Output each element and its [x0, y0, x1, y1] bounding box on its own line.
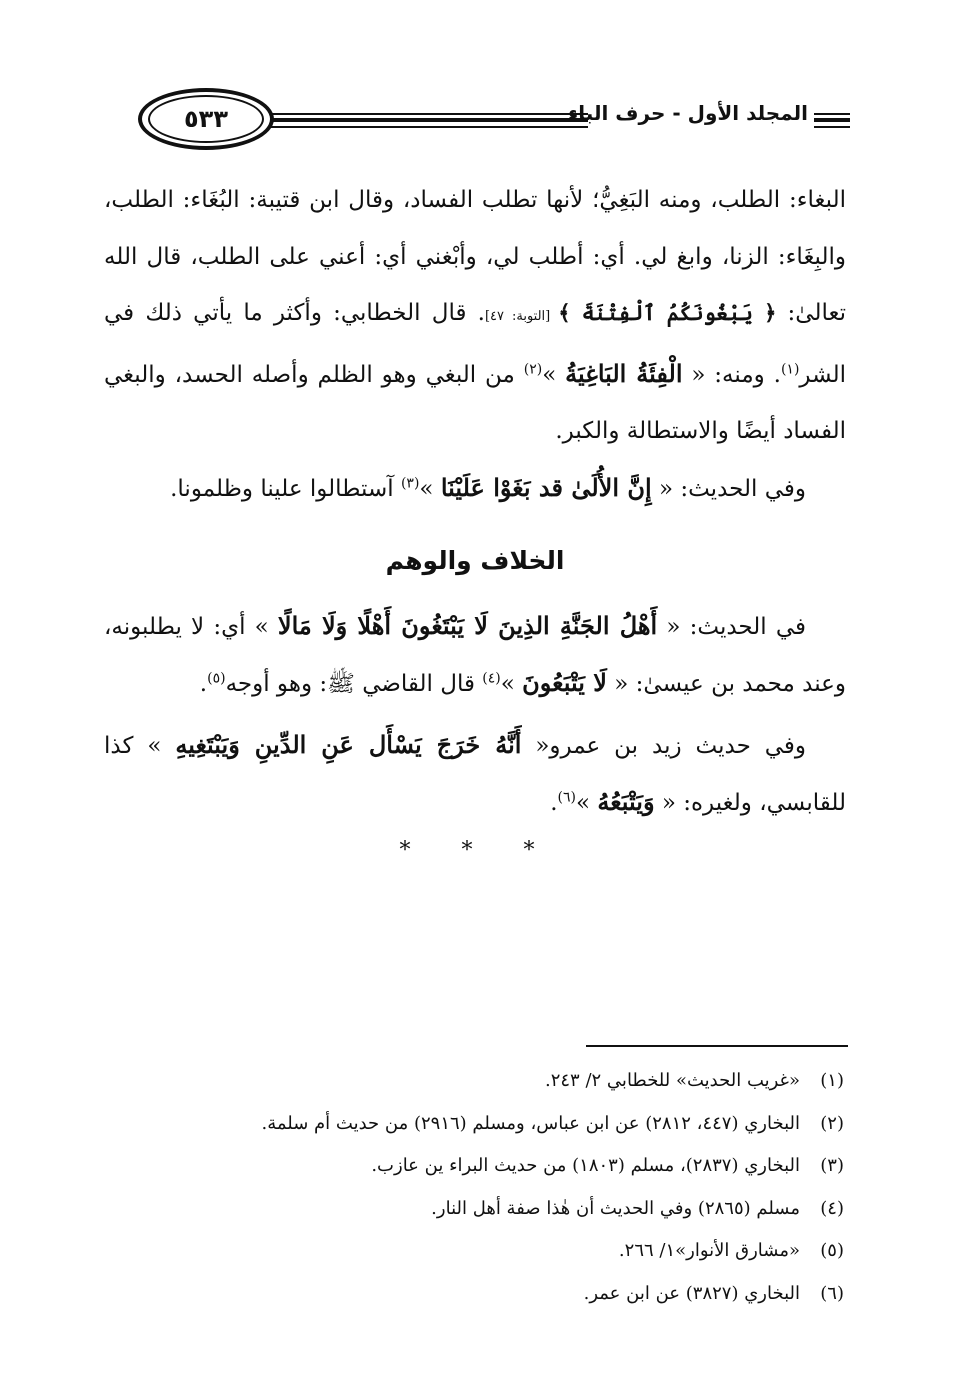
- footnote-text: مسلم (٢٨٦٥) وفي الحديث أن هٰذا صفة أهل النار.: [431, 1197, 800, 1219]
- footnote-number: (٣): [820, 1155, 844, 1176]
- text-run: وفي الحديث: «: [651, 475, 806, 502]
- footnote-item: [84, 1145, 844, 1188]
- footnote-marker: (٦): [557, 789, 576, 806]
- footnote-text: البخاري (٤٤٧، ٢٨١٢) عن ابن عباس، ومسلم (٢٩١٦) من حديث أم سلمة.: [261, 1112, 800, 1134]
- text-run: »: [542, 361, 566, 388]
- footnote-item: [84, 1188, 844, 1231]
- text-run: .: [199, 671, 208, 697]
- paragraph-3: [104, 598, 846, 713]
- footnote-separator: [586, 1045, 848, 1047]
- footnote-marker: (٣): [400, 474, 420, 491]
- hadith-quote: إِنَّ الأُلَىٰ قد بَغَوْا عَلَيْنَا: [440, 472, 652, 502]
- page-header: [98, 86, 850, 156]
- section-divider-stars: * * *: [399, 838, 557, 863]
- hadith-quote: أَنَّهُ خَرَجَ يَسْأَل عَنِ الدِّينِ وَيَبْتَغِيهِ: [175, 729, 522, 759]
- page-number: ٥٣٣: [148, 95, 264, 143]
- header-rule: [814, 118, 850, 122]
- main-text: [104, 172, 846, 832]
- quran-verse: ﴿ يَبْغُونَكُمُ ٱلْفِتْنَةَ ﴾: [558, 300, 777, 325]
- hadith-quote: وَيَتْبَعُهُ: [597, 787, 655, 816]
- paragraph-2: [104, 460, 846, 518]
- footnote-text: البخاري (٣٨٢٧) عن ابن عمر.: [583, 1282, 800, 1304]
- header-rule: [814, 126, 850, 128]
- text-run: »: [575, 790, 598, 816]
- text-run: .: [550, 790, 558, 816]
- text-run: . قال الخطابي: وأكثر ما يأتي ذلك في الشر: [104, 300, 847, 388]
- footnote-number: (١): [820, 1070, 844, 1091]
- running-title: المجلد الأول - حرف الباء: [568, 101, 808, 125]
- text-run: »: [500, 671, 523, 697]
- hadith-quote: أَهْلُ الجَنَّةِ الذِينَ لَا يَبْتَغُونَ أَهْلًا وَلَا مَالًا: [277, 610, 658, 640]
- text-run: من البغي وهو الظلم وأصله الحسد، والبغي الفساد أيضًا والاستطالة والكبر.: [104, 361, 846, 444]
- footnote-number: (٤): [820, 1197, 844, 1219]
- header-rule: [814, 113, 850, 115]
- footnote-number: (٢): [820, 1112, 844, 1134]
- text-run: في الحديث: «: [657, 613, 806, 640]
- footnote-marker: (٢): [523, 360, 543, 377]
- footnote-item: [84, 1103, 844, 1146]
- footnote-marker: (٥): [207, 670, 226, 687]
- text-run: قال القاضي ﷺ: وهو أوجه: [225, 671, 483, 697]
- verse-reference: [التوبة: ٤٧]: [484, 309, 559, 324]
- section-heading: الخلاف والوهم: [385, 546, 565, 575]
- paragraph-4: [104, 717, 846, 832]
- footnote-number: (٥): [820, 1240, 844, 1261]
- text-run: » أي: لا يطلبونه، وعند محمد بن عيسىٰ: «: [104, 613, 846, 697]
- text-run: . ومنه: «: [682, 361, 781, 388]
- text-run: وفي حديث زيد بن عمرو«: [521, 732, 807, 759]
- footnote-item: [84, 1060, 844, 1103]
- hadith-quote: الْفِئَةُ البَاغِيَةُ: [565, 358, 683, 388]
- footnote-item: [84, 1273, 844, 1316]
- footnote-marker: (٤): [482, 670, 501, 687]
- footnote-item: [84, 1230, 844, 1273]
- paragraph-1: [104, 172, 846, 460]
- text-run: »: [419, 475, 441, 502]
- footnotes: [84, 1060, 844, 1315]
- page-number-badge: [138, 88, 274, 150]
- footnote-text: البخاري (٢٨٣٧)، مسلم (١٨٠٣) من حديث البراء ين عازب.: [371, 1155, 800, 1176]
- text-run: البغاء: الطلب، ومنه البَغِيُّ؛ لأنها تطلب الفساد، وقال ابن قتيبة: البُغَاء: الطلب، والبِغَاء: الزنا، وابغ لي. أي: أطلب لي، وأبْغني أي: أعني على الطلب، قال الله تعالىٰ:: [104, 187, 846, 326]
- hadith-quote: لَا يَتْبَعُونَ: [522, 668, 607, 697]
- footnote-number: (٦): [820, 1282, 844, 1304]
- footnote-text: «غريب الحديث» للخطابي ٢/ ٢٤٣.: [544, 1070, 800, 1091]
- footnote-text: «مشارق الأنوار»١/ ٢٦٦.: [618, 1240, 800, 1261]
- text-run: » كذا للقابسي، ولغيره: «: [104, 732, 846, 816]
- footnote-marker: (١): [780, 360, 800, 377]
- text-run: آستطالوا علينا وظلمونا.: [170, 475, 401, 502]
